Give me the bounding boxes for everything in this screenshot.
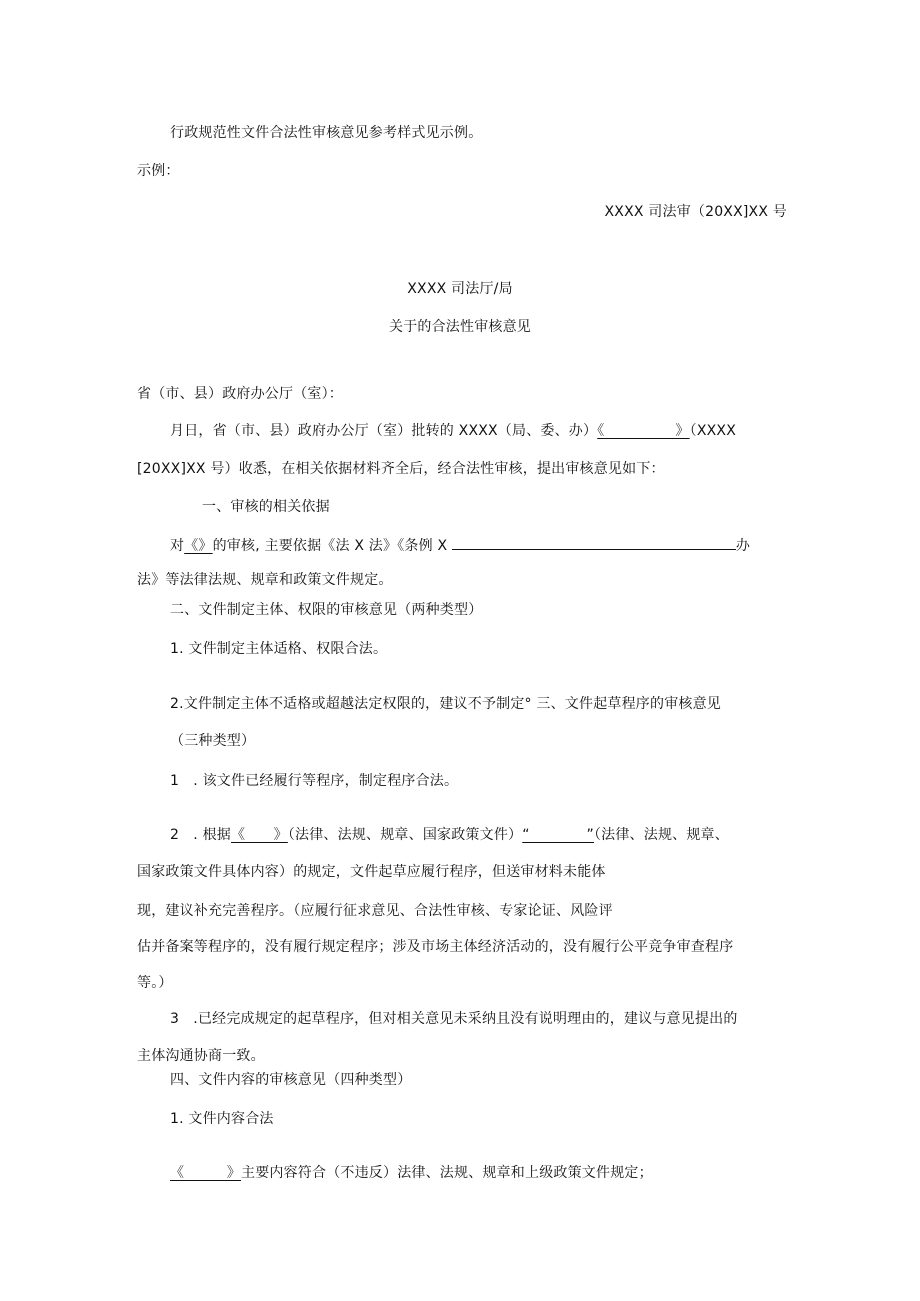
section-4-item-1-text [170, 1163, 653, 1183]
p1-document-title-blank: 《 》 [597, 423, 690, 439]
paragraph-1-line-2: [20XX]XX 号）收悉，在相关依据材料齐全后，经合法性审核，提出审核意见如下： [137, 461, 665, 477]
subject-title: 关于的合法性审核意见 [389, 319, 531, 335]
intro-text: 行政规范性文件合法性审核意见参考样式见示例。 [170, 125, 483, 141]
section-3-item-2-line-3: 现，建议补充完善程序。（应履行征求意见、合法性审核、专家论证、风险评 [137, 903, 613, 919]
section-4-item-1: 1. 文件内容合法 [170, 1111, 274, 1127]
sec1-text-b: 的审核, 主要依据《法 X 法》《条例 X [212, 538, 448, 554]
section-2-item-2: 2.文件制定主体不适格或超越法定权限的，建议不予制定° 三、文件起草程序的审核意见 [170, 696, 722, 712]
section-3-item-2-line-4: 估并备案等程序的，没有履行规定程序；涉及市场主体经济活动的，没有履行公平竞争审查程序 [137, 939, 734, 955]
sec1-text-a: 对 [170, 538, 185, 554]
example-label: 示例： [137, 163, 180, 179]
paragraph-1-line-1 [170, 421, 736, 441]
section-3-item-1: 1 . 该文件已经履行等程序，制定程序合法。 [170, 773, 459, 789]
section-3-subtitle: （三种类型） [170, 733, 256, 749]
section-3-item-2-line-1 [170, 825, 729, 845]
section-3-item-2-line-2: 国家政策文件具体内容）的规定，文件起草应履行程序，但送审材料未能体 [137, 864, 606, 880]
sec3-item2-quote-blank: “ ” [522, 827, 594, 843]
sec3-item2-book-blank: 《 》 [231, 827, 288, 843]
section-1-line-2: 法》等法律法规、规章和政策文件规定。 [137, 572, 393, 588]
organization-title: XXXX 司法厅/局 [407, 281, 513, 297]
addressee: 省（市、县）政府办公厅（室）： [137, 386, 343, 402]
sec4-item1-body: 主要内容符合（不违反）法律、法规、规章和上级政策文件规定； [241, 1165, 653, 1181]
p1-text-a: 月日，省（市、县）政府办公厅（室）批转的 XXXX（局、委、办） [170, 423, 598, 439]
section-4-title: 四、文件内容的审核意见（四种类型） [170, 1072, 412, 1088]
sec3-item2-text-c: （法律、法规、规章、 [593, 827, 729, 843]
document-number: XXXX 司法审（20XX]XX 号 [604, 204, 787, 220]
sec1-document-blank: 《》 [184, 538, 213, 554]
sec4-document-blank: 《 》 [170, 1165, 241, 1181]
sec3-item2-text-b: （法律、法规、规章、国家政策文件） [287, 827, 523, 843]
section-3-item-3-line-1: 3 .已经完成规定的起草程序，但对相关意见未采纳且没有说明理由的，建议与意见提出的 [170, 1011, 738, 1027]
section-3-item-3-line-2: 主体沟通协商一致。 [137, 1048, 265, 1064]
section-3-item-2-line-5: 等。） [137, 975, 173, 991]
sec1-fill-blank [452, 533, 736, 550]
section-2-title: 二、文件制定主体、权限的审核意见（两种类型） [170, 602, 483, 618]
section-2-item-1: 1. 文件制定主体适格、权限合法。 [170, 641, 388, 657]
sec1-text-c: 办 [735, 538, 751, 554]
section-1-title: 一、审核的相关依据 [202, 499, 330, 515]
p1-text-b: （XXXX [689, 423, 736, 439]
section-1-line-1 [170, 533, 750, 556]
sec3-item2-text-a: 2 . 根据 [170, 827, 232, 843]
